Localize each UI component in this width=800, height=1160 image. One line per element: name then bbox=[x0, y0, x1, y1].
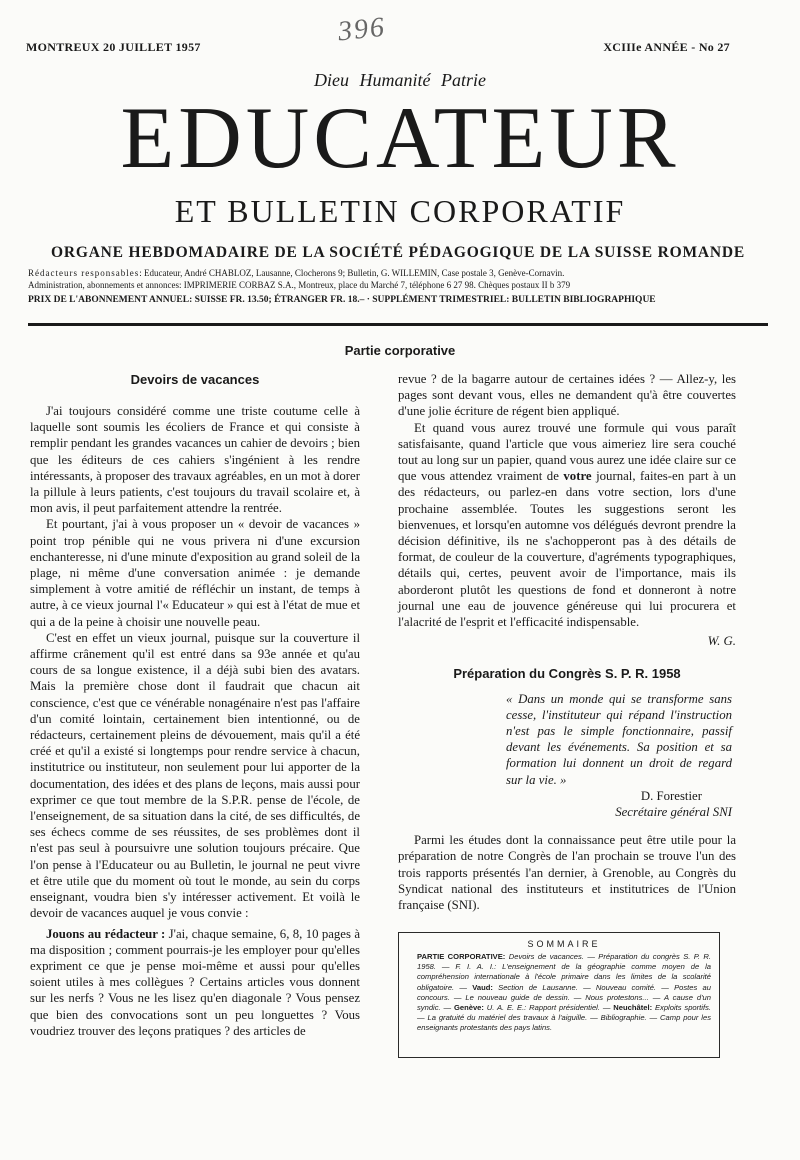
left-column bbox=[30, 403, 360, 1039]
section-heading: Partie corporative bbox=[344, 343, 456, 358]
redacteurs-label: Rédacteurs responsables bbox=[28, 268, 140, 278]
issue-number: XCIIIe ANNÉE - No 27 bbox=[603, 40, 730, 54]
sommaire-box bbox=[398, 932, 720, 1058]
paragraph-text: journal, faites-en part à un des rédacteurs, ou parlez-en dans votre section, lors d'une prochaine assemblée. Toutes les suggestions seront les bienvenues, et lorsqu'en automne vos délégués devront prendre la décision définitive, ils ne s'achopperont pas à des détails de format, de couleur de la couverture, d'agréments typographiques, détails qui, certes, peuvent avoir de l'importance, mais ils aborderont plutôt les questions de fond et donneront à notre journal une eau de jouvence généreuse qui lui procurera et l'alacrité de l'esprit et l'efficacité indispensable. bbox=[398, 469, 736, 630]
paragraph: C'est en effet un vieux journal, puisque sur la couverture il affirme crânement qu'il est entré dans sa 93e année et qu'au cours de sa longue existence, il a déjà subi bien des avatars. Mais la première chose dont il faudrait que chacun ait conscience, c'est que ce vénérable nonagénaire n'est pas l'affaire d'un comité lointain, certainement bien intentionné, ou de rédacteurs, certainement pleins de dévouement, mais qu'il a été créé et qu'il a existé si longtemps pour rendre service à chacun, institutrice ou instituteur, non seulement pour lui apporter de la documentation, des idées et des plans de leçons, mais aussi pour exprimer ce que tout membre de la S.P.R. pense de l'école, de l'enseignement, de sa situation dans la cité, de ses difficultés, de ses échecs comme de ses réussites, de ses problèmes dont il n'est pas seul à poursuivre une solution toujours précaire. Que l'on pense à l'Educateur ou au Bulletin, le journal ne peut vivre et être utile que du moment où tout le monde, au sein du corps enseignant, voudra bien s'y intéresser activement. Et voilà le devoir de vacances auquel je vous convie : bbox=[30, 630, 360, 921]
paragraph-text: J'ai, chaque semaine, 6, 8, 10 pages à ma disposition ; comment pourrais-je les employer pour qu'elles expriment ce que je pense moi-même et aussi pour qu'elles soient utiles à mes collègues ? Certains articles vous donnent sur les nerfs ? Vous ne les lisez qu'en diagonale ? Vous pensez que bien des convocations sont un peu longuettes ? Vous voudriez trouver des leçons pratiques ? des articles de bbox=[30, 926, 361, 1038]
paragraph bbox=[398, 420, 736, 631]
sommaire-body bbox=[417, 952, 711, 1034]
handwritten-page-number: 396 bbox=[336, 11, 388, 48]
redacteurs-text: : Educateur, André CHABLOZ, Lausanne, Clocherons 9; Bulletin, G. WILLEMIN, Case postale 3, Genève-Cornavin. bbox=[139, 268, 565, 278]
masthead-subtitle: ET BULLETIN CORPORATIF bbox=[174, 193, 626, 229]
epigraph-quote: « Dans un monde qui se transforme sans cesse, l'instituteur qui répand l'instruction n'est pas le simple fonctionnaire, passif devant les événements. Sa position et sa formation lui donnent un droit de regard sur la vie. » bbox=[506, 691, 732, 787]
signature: W. G. bbox=[707, 634, 736, 649]
credits bbox=[28, 267, 768, 291]
paragraph: J'ai toujours considéré comme une triste coutume celle à laquelle sont soumis les écoliers de France et qui consiste à remplir pendant les grandes vacances un cahier de devoirs ; bien que les éditeurs de ces cahiers s'ingénient à les rendre intéressants, à proposer des travaux agréables, en un mot à dorer la pillule à leurs patients, c'est toujours du travail scolaire et, à mon avis, il peut parfaitement attendre la rentrée. bbox=[30, 404, 360, 516]
sommaire-geneve: Genève: bbox=[453, 1003, 484, 1013]
paragraph bbox=[30, 926, 360, 1039]
right-column bbox=[398, 371, 736, 913]
organe-line: ORGANE HEBDOMADAIRE DE LA SOCIÉTÉ PÉDAGOGIQUE DE LA SUISSE ROMANDE bbox=[50, 244, 745, 261]
sommaire-lead: PARTIE CORPORATIVE: bbox=[417, 952, 506, 961]
paragraph: Et pourtant, j'ai à vous proposer un « devoir de vacances » point trop pénible qui ne vous privera ni d'une excursion enchanteresse, ni d'une minute d'exposition au grand soleil de la plage, ni même d'une conversation animée : je demande simplement à votre amitié de réfléchir un instant, de temps à autre, à ce vieux journal l'« Educateur » qui est à l'état de mue et qui a de la peine à choisir une nouvelle peau. bbox=[30, 517, 360, 629]
paragraph-text: Et quand vous aurez trouvé une formule qui vous paraît satisfaisante, quand l'article que vous aimeriez lire sera couché tout au long sur un papier, quand vous aurez une idée claire sur ce que vous attendez vraiment de bbox=[398, 420, 736, 484]
paragraph: revue ? de la bagarre autour de certaines idées ? — Allez-y, les pages sont devant vous, elles ne demandent qu'à être couvertes d'une jolie écriture de régent bien appliqué. bbox=[398, 372, 736, 419]
place-date: MONTREUX 20 JUILLET 1957 bbox=[26, 40, 201, 54]
sommaire-text: Devoirs de vacances. — Préparation du congrès S. P. R. 1958. — F. I. A. I.: L'enseignement de la géographie comme moyen de la compréhension internationale à l'école primaire dans les limites de la scolarité obligatoire. — bbox=[417, 952, 711, 992]
sommaire-vaud: Vaud: bbox=[472, 982, 493, 992]
administration-text: Administration, abonnements et annonces: IMPRIMERIE CORBAZ S.A., Montreux, place du Marché 7, téléphone 6 27 98. Chèques postaux II b 379 bbox=[28, 280, 571, 290]
masthead-title: EDUCATEUR bbox=[120, 90, 680, 187]
quote-author: D. Forestier bbox=[640, 788, 702, 803]
quote-role: Secrétaire général SNI bbox=[615, 805, 732, 820]
header-rule bbox=[28, 323, 768, 326]
sommaire-neuchatel: Neuchâtel: bbox=[613, 1003, 653, 1013]
motto: Dieu Humanité Patrie bbox=[314, 70, 486, 90]
sommaire-text: Exploits sportifs. — La gratuité du matériel des travaux à l'aiguille. — Bibliographie. — Camp pour les enseignants protestants des pays latins. bbox=[417, 1003, 711, 1033]
sommaire-title: SOMMAIRE bbox=[527, 939, 601, 949]
sommaire-text: U. A. E. E.: Rapport présidentiel. — bbox=[483, 1003, 614, 1013]
article-title-devoirs: Devoirs de vacances bbox=[130, 372, 260, 387]
emphasis-votre: votre bbox=[563, 469, 592, 484]
sommaire-text: Section de Lausanne. — Nouveau comité. — Postes au concours. — Le nouveau guide de dessin. — Nous protestons... — A cause d'un syndic. — bbox=[417, 982, 711, 1013]
paragraph: Parmi les études dont la connaissance peut être utile pour la préparation de notre Congrès de l'an prochain se trouve l'un des trois rapports présentés l'an dernier, à Grenoble, au Congrès du Syndicat national des instituteurs et institutrices de l'Union française (SNI). bbox=[398, 833, 736, 913]
subscription-prices: PRIX DE L'ABONNEMENT ANNUEL: SUISSE FR. 13.50; ÉTRANGER FR. 18.– · SUPPLÉMENT TRIMESTRIEL: BULLETIN BIBLIOGRAPHIQUE bbox=[28, 295, 656, 305]
jouons-lead: Jouons au rédacteur : bbox=[46, 926, 166, 941]
article-title-congres: Préparation du Congrès S. P. R. 1958 bbox=[453, 666, 681, 682]
